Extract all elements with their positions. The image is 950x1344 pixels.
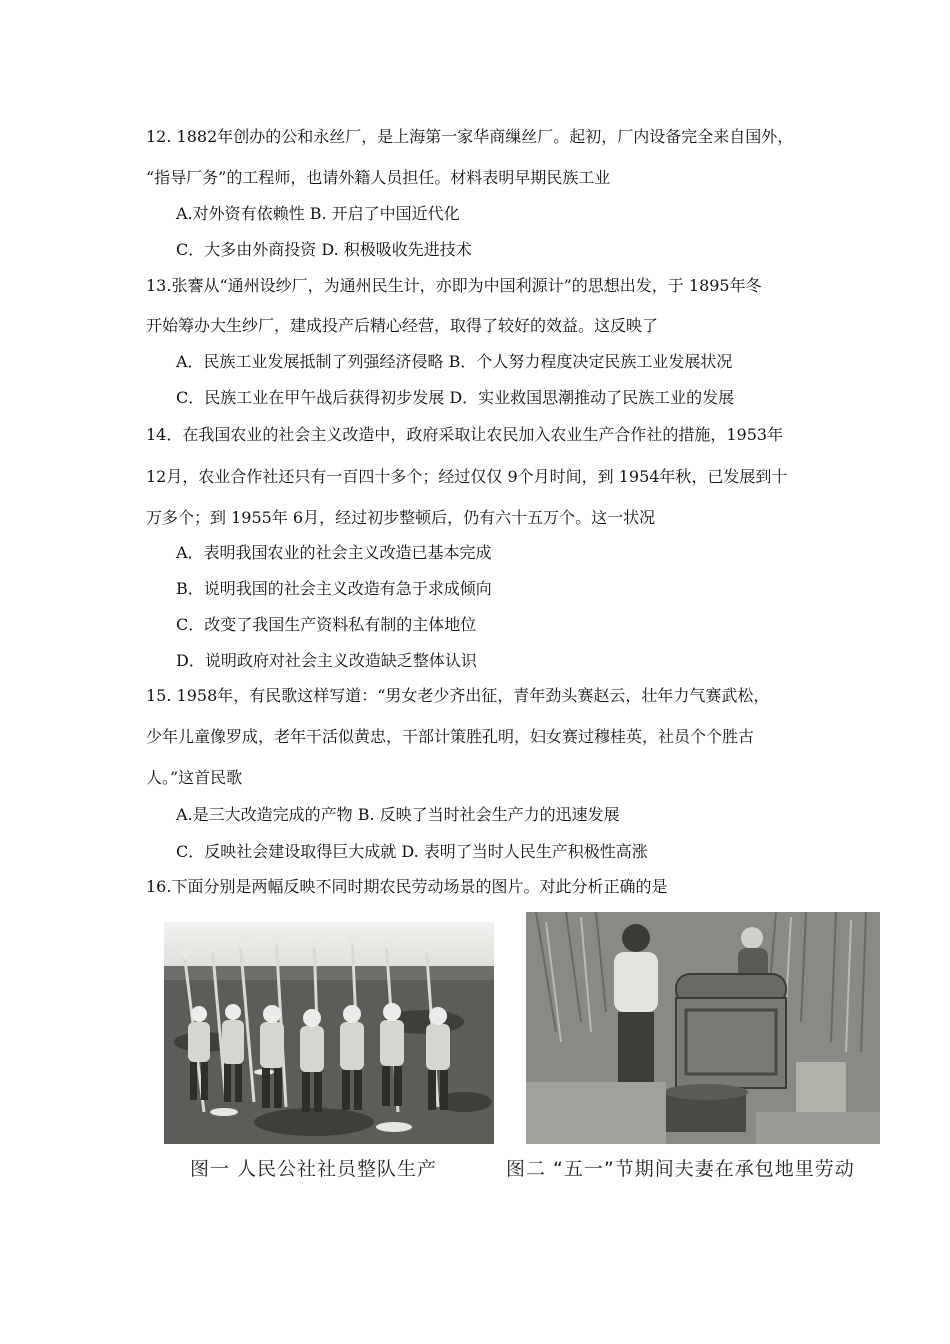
q14-stem-line-1: 14．在我国农业的社会主义改造中，政府采取让农民加入农业生产合作社的措施，1953年 [146, 425, 784, 444]
figure-1-caption: 图一 人民公社社员整队生产 [190, 1158, 438, 1180]
q15-stem-line-3: 人。”这首民歌 [146, 768, 243, 787]
q15-stem-line-2: 少年儿童像罗成，老年干活似黄忠，干部计策胜孔明，妇女赛过穆桂英，社员个个胜古 [146, 727, 755, 746]
q14-option-b: B．说明我国的社会主义改造有急于求成倾向 [176, 579, 492, 598]
q15-options-line-1: A.是三大改造完成的产物 B. 反映了当时社会生产力的迅速发展 [176, 805, 620, 824]
figure-2-photo [526, 912, 880, 1144]
figure-1-illustration [164, 922, 494, 1144]
q15-options-line-2: C．反映社会建设取得巨大成就 D. 表明了当时人民生产积极性高涨 [176, 842, 648, 861]
q16-stem: 16.下面分别是两幅反映不同时期农民劳动场景的图片。对此分析正确的是 [146, 877, 668, 896]
q13-stem-line-2: 开始筹办大生纱厂，建成投产后精心经营，取得了较好的效益。这反映了 [146, 316, 659, 335]
q14-stem-line-2: 12月，农业合作社还只有一百四十多个；经过仅仅 9个月时间，到 1954年秋，已发展到十 [146, 467, 788, 486]
q14-stem-line-3: 万多个；到 1955年 6月，经过初步整顿后，仍有六十五万个。这一状况 [146, 508, 656, 527]
q13-options-line-2: C．民族工业在甲午战后获得初步发展 D．实业救国思潮推动了民族工业的发展 [176, 388, 735, 407]
figure-2-illustration [526, 912, 880, 1144]
q12-options-line-2: C．大多由外商投资 D. 积极吸收先进技术 [176, 240, 472, 259]
figure-1-photo [164, 922, 494, 1144]
q15-stem-line-1: 15. 1958年，有民歌这样写道：“男女老少齐出征，青年劲头赛赵云，壮年力气赛武松， [146, 686, 770, 705]
q14-option-c: C．改变了我国生产资料私有制的主体地位 [176, 615, 477, 634]
q14-option-d: D．说明政府对社会主义改造缺乏整体认识 [176, 651, 477, 670]
q12-stem-line-1: 12. 1882年创办的公和永丝厂，是上海第一家华商缫丝厂。起初，厂内设备完全来自国外， [146, 127, 794, 146]
q13-options-line-1: A．民族工业发展抵制了列强经济侵略 B．个人努力程度决定民族工业发展状况 [176, 352, 733, 371]
q12-options-line-1: A.对外资有依赖性 B. 开启了中国近代化 [176, 204, 460, 223]
q13-stem-line-1: 13.张謇从“通州设纱厂，为通州民生计，亦即为中国利源计”的思想出发，于 1895年冬 [146, 276, 762, 295]
q12-stem-line-2: “指导厂务”的工程师，也请外籍人员担任。材料表明早期民族工业 [146, 168, 611, 187]
figure-2-caption: 图二 “五一”节期间夫妻在承包地里劳动 [506, 1158, 855, 1180]
q14-option-a: A．表明我国农业的社会主义改造已基本完成 [176, 543, 492, 562]
